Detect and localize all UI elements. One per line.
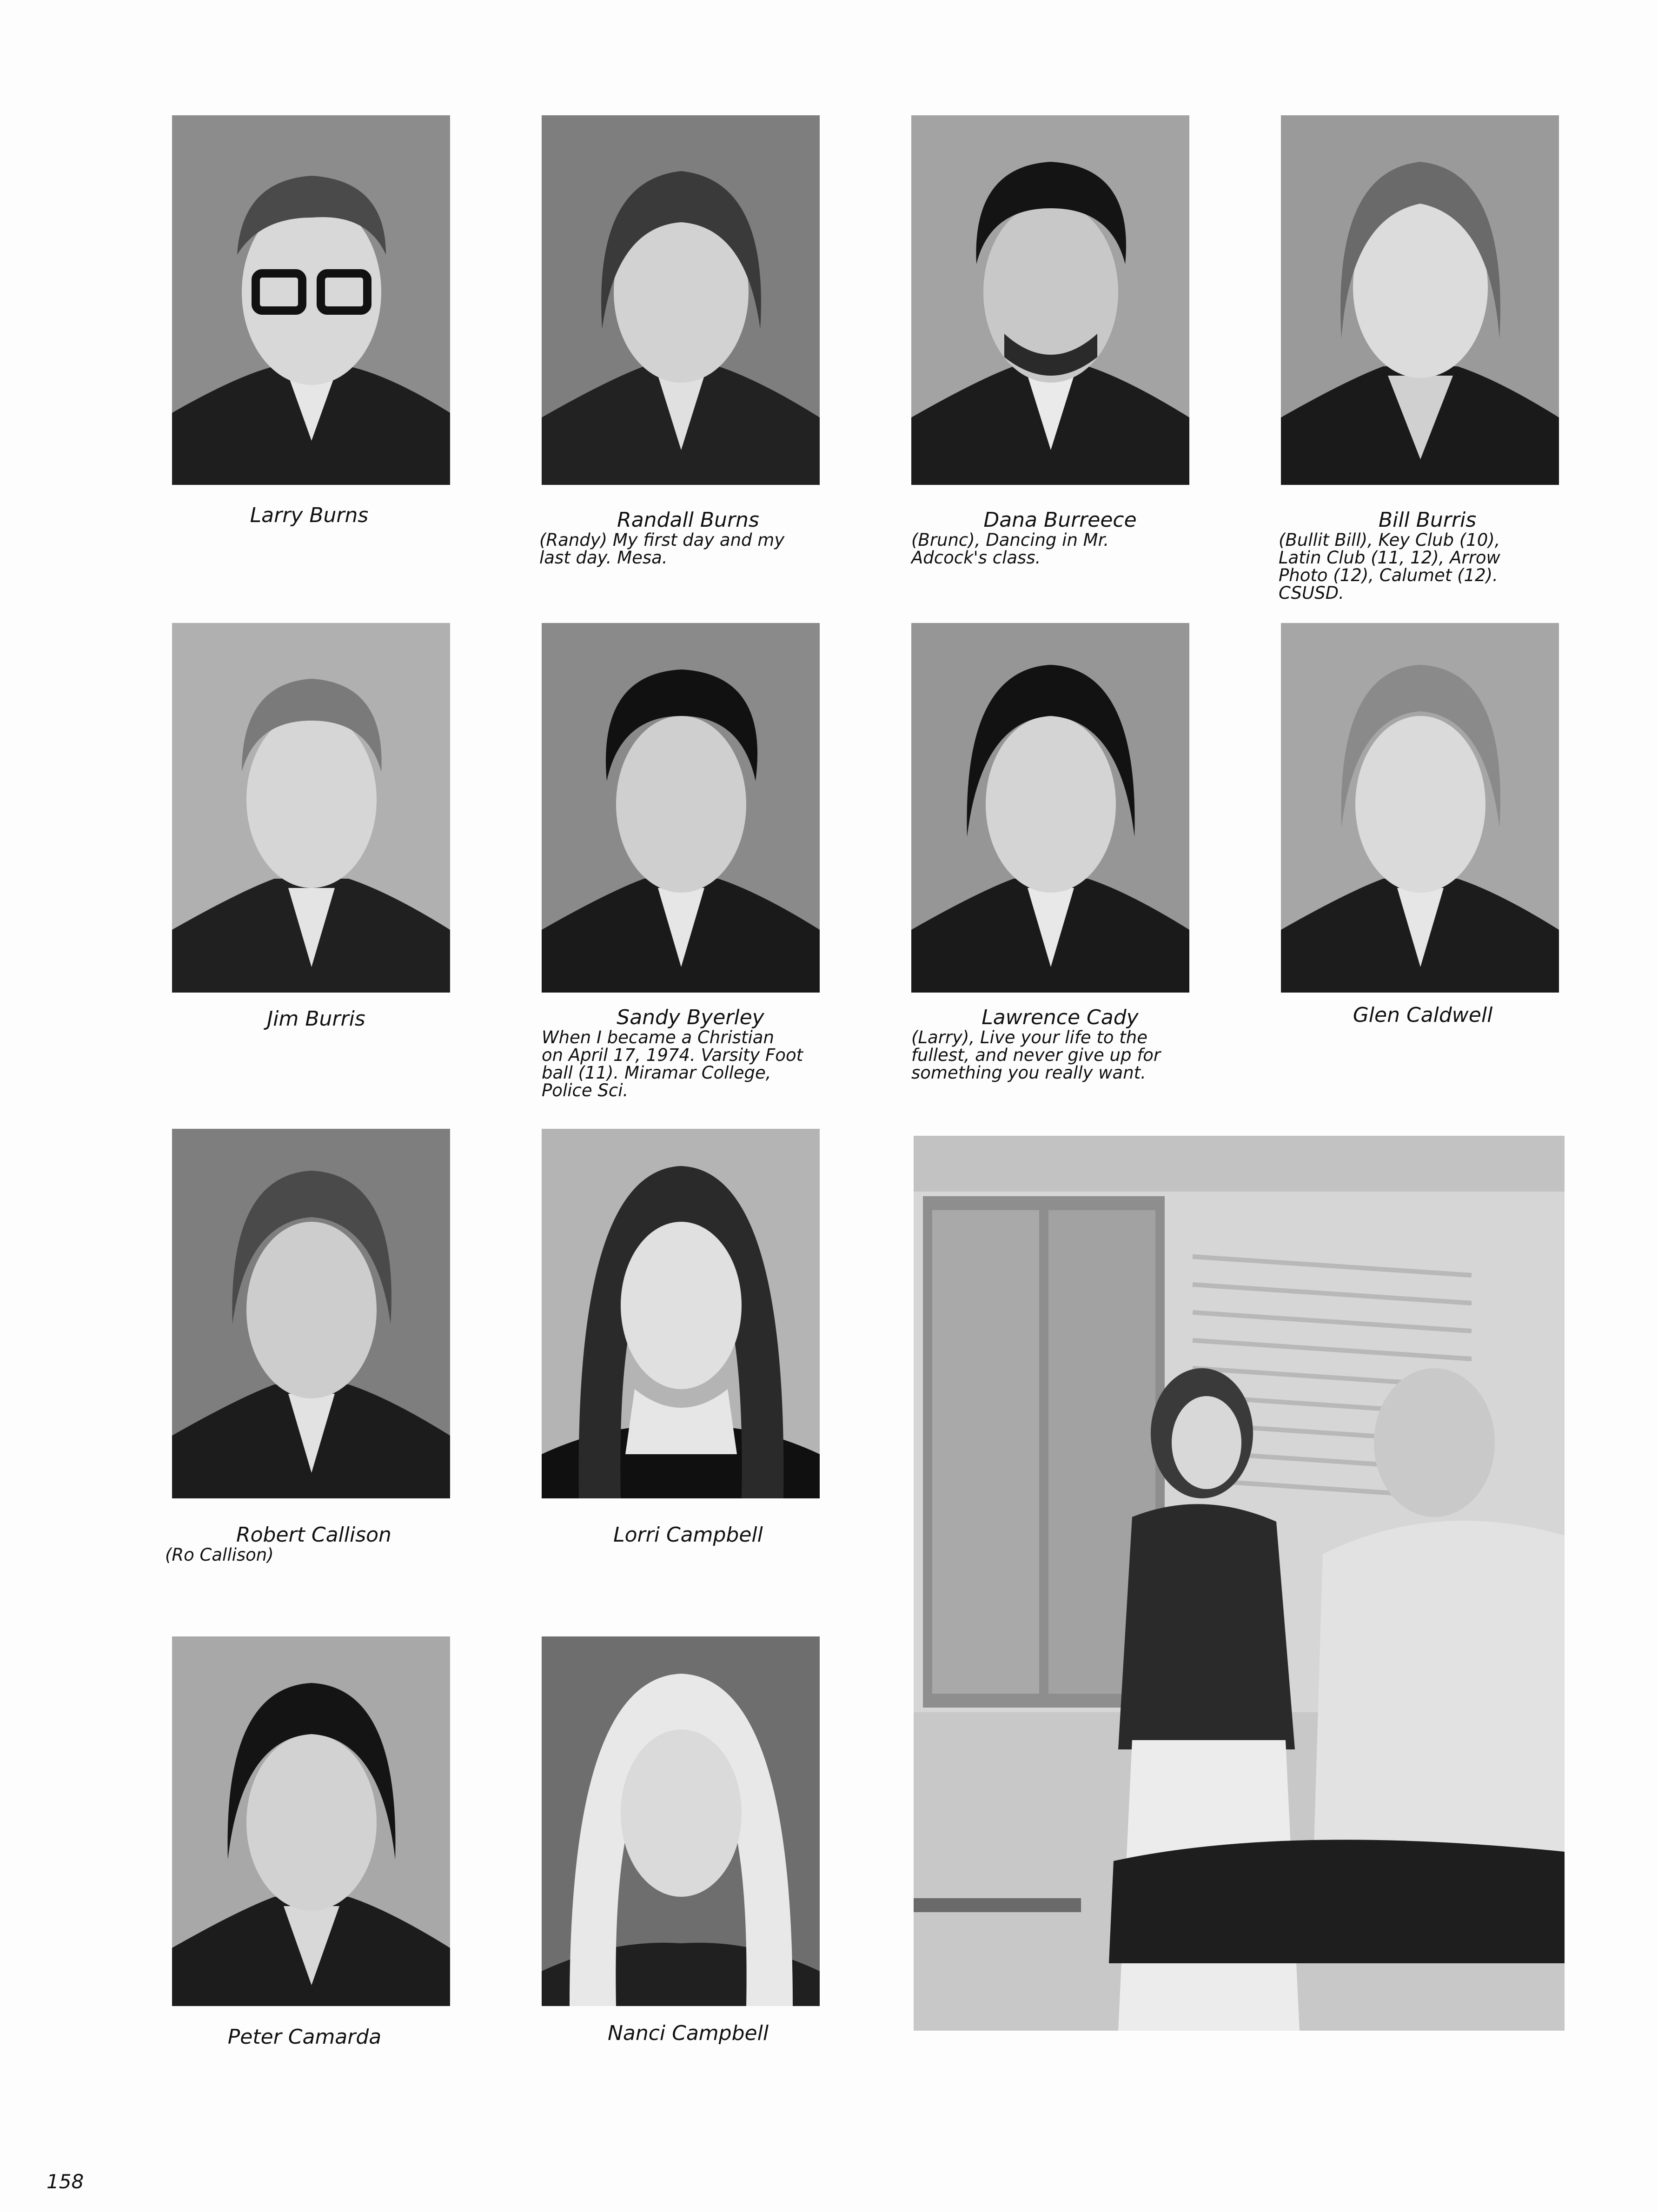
portrait-lawrence-cady bbox=[911, 623, 1189, 993]
caption-peter-camarda bbox=[156, 2026, 453, 2048]
portrait-dana-burreece bbox=[911, 115, 1189, 485]
portrait-robert-callison bbox=[172, 1129, 450, 1498]
student-note: (Randy) My first day and my last day. Mesa. bbox=[539, 530, 785, 568]
page-number: 158 bbox=[46, 2170, 84, 2193]
portrait-bill-burris bbox=[1281, 115, 1559, 485]
student-name: Randall Burns bbox=[617, 508, 759, 532]
student-name: Jim Burris bbox=[267, 1007, 365, 1031]
portrait-sandy-byerley bbox=[542, 623, 820, 993]
student-name: Dana Burreece bbox=[983, 508, 1137, 532]
student-note: (Ro Callison) bbox=[165, 1545, 274, 1565]
student-name: Bill Burris bbox=[1378, 508, 1477, 532]
caption-glen-caldwell bbox=[1274, 1004, 1572, 1027]
portrait-peter-camarda bbox=[172, 1636, 450, 2006]
portrait-larry-burns bbox=[172, 115, 450, 485]
portrait-nanci-campbell bbox=[542, 1636, 820, 2006]
student-name: Peter Camarda bbox=[227, 2025, 382, 2049]
student-name: Robert Callison bbox=[236, 1523, 391, 1547]
caption-robert-callison bbox=[165, 1524, 463, 1564]
caption-dana-burreece bbox=[911, 509, 1209, 567]
student-name: Lawrence Cady bbox=[982, 1006, 1139, 1029]
candid-classroom-photo bbox=[914, 1136, 1565, 2031]
caption-sandy-byerley bbox=[542, 1007, 839, 1099]
caption-nanci-campbell bbox=[539, 2022, 837, 2045]
caption-jim-burris bbox=[167, 1008, 465, 1030]
caption-randall-burns bbox=[539, 509, 837, 567]
student-name: Glen Caldwell bbox=[1353, 1003, 1493, 1027]
portrait-lorri-campbell bbox=[542, 1129, 820, 1498]
student-name: Sandy Byerley bbox=[617, 1006, 764, 1029]
student-name: Larry Burns bbox=[250, 503, 369, 527]
student-note: (Brunc), Dancing in Mr. Adcock's class. bbox=[911, 530, 1109, 568]
student-note: (Bullit Bill), Key Club (10), Latin Club (11, 12), Arrow Photo (12), Calumet (12). CSUSD. bbox=[1279, 530, 1500, 603]
student-name: Nanci Campbell bbox=[607, 2021, 769, 2045]
caption-lawrence-cady bbox=[911, 1007, 1209, 1082]
caption-lorri-campbell bbox=[539, 1524, 837, 1546]
portrait-glen-caldwell bbox=[1281, 623, 1559, 993]
student-note: (Larry), Live your life to the fullest, and never give up for something you really want. bbox=[911, 1027, 1161, 1083]
portrait-randall-burns bbox=[542, 115, 820, 485]
portrait-jim-burris bbox=[172, 623, 450, 993]
student-name: Lorri Campbell bbox=[613, 1523, 763, 1547]
caption-larry-burns bbox=[160, 504, 458, 527]
student-note: When I became a Christian on April 17, 1974. Varsity Foot ball (11). Miramar College, Police Sci. bbox=[542, 1027, 803, 1100]
caption-bill-burris bbox=[1279, 509, 1576, 602]
